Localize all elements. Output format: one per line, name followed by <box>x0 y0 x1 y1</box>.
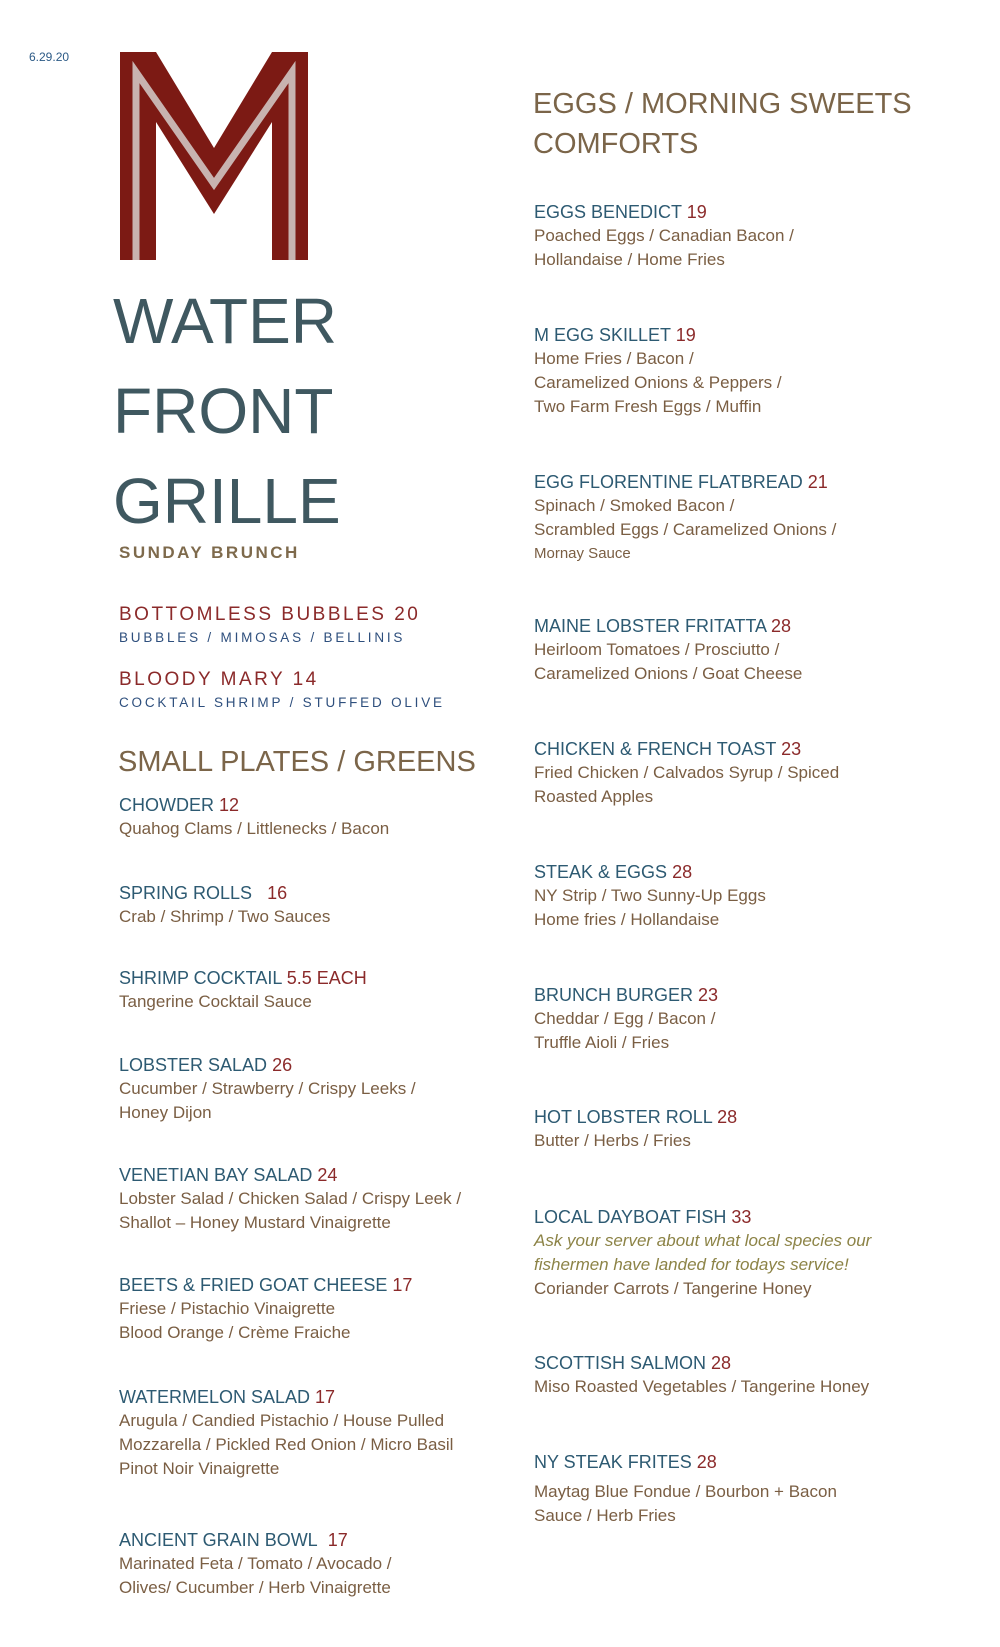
item-name: VENETIAN BAY SALAD <box>119 1165 313 1185</box>
eggs-heading-line-1: EGGS / MORNING SWEETS <box>533 88 912 120</box>
brand-line-2: FRONT <box>113 375 334 447</box>
item-desc: Fried Chicken / Calvados Syrup / Spiced <box>534 763 840 782</box>
item-name: STEAK & EGGS <box>534 862 668 882</box>
item-desc: Cucumber / Strawberry / Crispy Leeks / <box>119 1079 416 1098</box>
menu-item-maine-lobster-fritatta <box>534 614 934 686</box>
drink-desc: BUBBLES / MIMOSAS / BELLINIS <box>119 630 406 645</box>
item-name: SHRIMP COCKTAIL <box>119 968 282 988</box>
item-name: WATERMELON SALAD <box>119 1387 311 1407</box>
item-price: 21 <box>807 472 828 492</box>
menu-item-venetian-bay-salad <box>119 1163 499 1235</box>
item-price: 12 <box>219 795 240 815</box>
menu-item-local-dayboat-fish <box>534 1205 934 1301</box>
item-name: M EGG SKILLET <box>534 325 671 345</box>
item-price: 28 <box>711 1353 732 1373</box>
item-desc: Mozzarella / Pickled Red Onion / Micro Basil <box>119 1435 454 1454</box>
item-desc: Caramelized Onions & Peppers / <box>534 373 782 392</box>
item-price: 17 <box>327 1530 348 1550</box>
item-desc: Scrambled Eggs / Caramelized Onions / <box>534 520 837 539</box>
item-desc: Marinated Feta / Tomato / Avocado / <box>119 1554 392 1573</box>
eggs-heading-line-2: COMFORTS <box>533 128 699 160</box>
menu-item-egg-florentine-flatbread <box>534 470 934 566</box>
menu-item-chicken-french-toast <box>534 737 934 809</box>
item-desc: Coriander Carrots / Tangerine Honey <box>534 1279 812 1298</box>
item-price: 24 <box>317 1165 338 1185</box>
menu-date: 6.29.20 <box>29 50 70 64</box>
item-desc: Butter / Herbs / Fries <box>534 1131 691 1150</box>
drink-special <box>119 669 445 710</box>
menu-subtitle: SUNDAY BRUNCH <box>119 543 300 562</box>
item-name: LOBSTER SALAD <box>119 1055 268 1075</box>
item-name: CHOWDER <box>119 795 214 815</box>
item-desc: Honey Dijon <box>119 1103 212 1122</box>
menu-item-hot-lobster-roll <box>534 1105 934 1153</box>
eggs-heading <box>533 84 912 164</box>
item-desc: Quahog Clams / Littlenecks / Bacon <box>119 819 390 838</box>
menu-item-chowder <box>119 793 499 841</box>
item-name: EGGS BENEDICT <box>534 202 682 222</box>
item-price: 23 <box>698 985 719 1005</box>
small-plates-heading: SMALL PLATES / GREENS <box>118 746 476 778</box>
m-logo <box>120 52 308 260</box>
item-price: 26 <box>272 1055 293 1075</box>
item-desc: Poached Eggs / Canadian Bacon / <box>534 226 794 245</box>
item-desc: Shallot – Honey Mustard Vinaigrette <box>119 1213 391 1232</box>
item-desc: Caramelized Onions / Goat Cheese <box>534 664 803 683</box>
item-desc: Arugula / Candied Pistachio / House Pulled <box>119 1411 445 1430</box>
menu-item-ancient-grain-bowl <box>119 1528 499 1600</box>
item-price: 28 <box>672 862 693 882</box>
item-price: 28 <box>696 1452 717 1472</box>
item-price: 17 <box>315 1387 336 1407</box>
item-desc: Cheddar / Egg / Bacon / <box>534 1009 716 1028</box>
item-price: 23 <box>781 739 802 759</box>
item-desc: Olives/ Cucumber / Herb Vinaigrette <box>119 1578 391 1597</box>
drink-name: BLOODY MARY 14 <box>119 669 319 690</box>
item-desc: Sauce / Herb Fries <box>534 1506 676 1525</box>
item-price: 19 <box>675 325 696 345</box>
item-desc: Maytag Blue Fondue / Bourbon + Bacon <box>534 1482 837 1501</box>
item-name: SPRING ROLLS <box>119 883 253 903</box>
item-name: SCOTTISH SALMON <box>534 1353 707 1373</box>
item-name: EGG FLORENTINE FLATBREAD <box>534 472 803 492</box>
item-desc: NY Strip / Two Sunny-Up Eggs <box>534 886 766 905</box>
menu-item-scottish-salmon <box>534 1351 934 1399</box>
brand-line-3: GRILLE <box>113 465 341 537</box>
item-price: 28 <box>771 616 792 636</box>
item-name: MAINE LOBSTER FRITATTA <box>534 616 767 636</box>
item-desc: Roasted Apples <box>534 787 654 806</box>
menu-item-m-egg-skillet <box>534 323 934 419</box>
menu-item-brunch-burger <box>534 983 934 1055</box>
drink-special <box>119 604 420 645</box>
menu-item-beets-goat-cheese <box>119 1273 499 1345</box>
item-price: 28 <box>717 1107 738 1127</box>
menu-item-spring-rolls <box>119 881 499 929</box>
item-note: Ask your server about what local species our <box>534 1231 872 1250</box>
item-name: CHICKEN & FRENCH TOAST <box>534 739 777 759</box>
item-desc: Home Fries / Bacon / <box>534 349 694 368</box>
item-desc: Heirloom Tomatoes / Prosciutto / <box>534 640 780 659</box>
item-desc: Spinach / Smoked Bacon / <box>534 496 735 515</box>
item-name: NY STEAK FRITES <box>534 1452 692 1472</box>
item-name: LOCAL DAYBOAT FISH <box>534 1207 727 1227</box>
item-note: fishermen have landed for todays service! <box>534 1255 849 1274</box>
item-desc: Lobster Salad / Chicken Salad / Crispy Leek / <box>119 1189 462 1208</box>
item-desc: Crab / Shrimp / Two Sauces <box>119 907 331 926</box>
item-price: 16 <box>267 883 288 903</box>
item-desc: Two Farm Fresh Eggs / Muffin <box>534 397 762 416</box>
restaurant-name <box>113 276 341 546</box>
menu-item-eggs-benedict <box>534 200 934 272</box>
menu-item-ny-steak-frites <box>534 1450 934 1528</box>
brand-line-1: WATER <box>113 285 337 357</box>
item-price: 17 <box>392 1275 413 1295</box>
item-desc: Truffle Aioli / Fries <box>534 1033 670 1052</box>
item-price: 5.5 EACH <box>286 968 367 988</box>
item-price: 33 <box>731 1207 752 1227</box>
item-desc: Blood Orange / Crème Fraiche <box>119 1323 351 1342</box>
drink-desc: COCKTAIL SHRIMP / STUFFED OLIVE <box>119 695 445 710</box>
drink-name: BOTTOMLESS BUBBLES 20 <box>119 604 421 625</box>
menu-item-lobster-salad <box>119 1053 499 1125</box>
item-desc: Mornay Sauce <box>534 545 631 562</box>
item-desc: Hollandaise / Home Fries <box>534 250 725 269</box>
item-name: BEETS & FRIED GOAT CHEESE <box>119 1275 388 1295</box>
menu-item-steak-eggs <box>534 860 934 932</box>
item-desc: Tangerine Cocktail Sauce <box>119 992 312 1011</box>
item-desc: Pinot Noir Vinaigrette <box>119 1459 280 1478</box>
item-name: HOT LOBSTER ROLL <box>534 1107 713 1127</box>
item-desc: Miso Roasted Vegetables / Tangerine Honey <box>534 1377 870 1396</box>
item-desc: Friese / Pistachio Vinaigrette <box>119 1299 336 1318</box>
item-desc: Home fries / Hollandaise <box>534 910 720 929</box>
item-name: BRUNCH BURGER <box>534 985 694 1005</box>
menu-item-shrimp-cocktail <box>119 966 499 1014</box>
item-name: ANCIENT GRAIN BOWL <box>119 1530 318 1550</box>
menu-item-watermelon-salad <box>119 1385 499 1481</box>
item-price: 19 <box>686 202 707 222</box>
